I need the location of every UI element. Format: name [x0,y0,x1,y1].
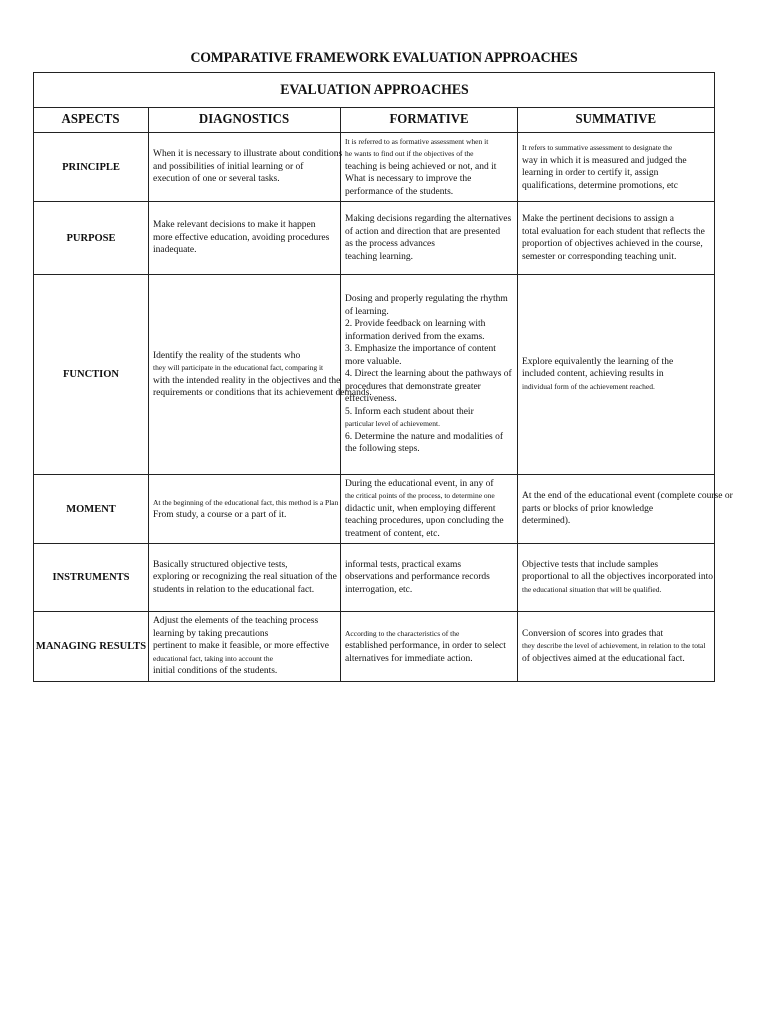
cell-line: learning in order to certify it, assign [522,168,659,178]
summative-cell [518,544,715,612]
cell-line: From study, a course or a part of it. [153,510,287,520]
diagnostics-cell [149,475,341,544]
table-row [34,275,715,475]
summative-cell [518,612,715,682]
cell-line: determined). [522,516,571,527]
cell-line: teaching is being achieved or not, and it [345,161,497,172]
formative-cell [341,612,518,682]
cell-line: and possibilities of initial learning or of [153,161,304,172]
cell-line: treatment of content, etc. [345,528,440,539]
cell-line: effectiveness. [345,394,397,405]
cell-line: established performance, in order to select [345,641,506,652]
cell-line: more effective education, avoiding procedures [153,232,330,243]
formative-cell [341,544,518,612]
aspect-label: MANAGING RESULTS [34,612,149,682]
formative-cell [341,275,518,475]
cell-line: they will participate in the educational fact, comparing it [153,363,324,372]
diagnostics-cell [149,544,341,612]
column-header-aspects: ASPECTS [34,108,149,133]
cell-line: parts or blocks of prior knowledge [522,503,654,514]
cell-line: What is necessary to improve the [345,174,472,185]
column-header-diagnostics: DIAGNOSTICS [149,108,341,133]
cell-line: 3. Emphasize the importance of content [345,344,496,355]
cell-line: 2. Provide feedback on learning with [345,319,486,330]
table-row [34,612,715,682]
cell-line: particular level of achievement. [345,419,440,429]
cell-line: semester or corresponding teaching unit. [522,251,677,262]
cell-line: learning by taking precautions [153,628,269,639]
table-row [34,202,715,275]
table-banner: EVALUATION APPROACHES [34,73,715,108]
cell-line: information derived from the exams. [345,331,485,342]
summative-cell [518,475,733,544]
cell-line: alternatives for immediate action. [345,653,473,664]
cell-line: At the end of the educational event (complete course or [522,491,733,502]
cell-line: didactic unit, when employing different [345,503,496,514]
cell-line: inadequate. [153,245,197,256]
formative-cell [341,475,518,544]
cell-line: At the beginning of the educational fact, this method is a Plan [153,497,339,507]
summative-cell [518,275,715,475]
page-title: COMPARATIVE FRAMEWORK EVALUATION APPROACHES [190,50,578,66]
cell-line: teaching learning. [345,251,414,262]
cell-line: he wants to find out if the objectives of the [345,149,474,159]
cell-line: observations and performance records [345,572,490,583]
cell-line: exploring or recognizing the real situation of the [153,572,337,583]
cell-line: qualifications, determine promotions, etc [522,180,678,191]
cell-line: they describe the level of achievement, in relation to the total [522,641,706,651]
cell-line: the critical points of the process, to determine one [345,491,495,501]
formative-cell [341,202,518,275]
cell-line: Dosing and properly regulating the rhythm [345,294,508,305]
cell-line: When it is necessary to illustrate about conditions [153,149,343,160]
cell-line: Make the pertinent decisions to assign a [522,214,674,224]
cell-line: Objective tests that include samples [522,559,659,570]
table-row [34,475,715,544]
evaluation-table [33,72,733,682]
column-header-summative: SUMMATIVE [518,108,715,133]
cell-line: teaching procedures, upon concluding the [345,516,504,527]
cell-line: It refers to summative assessment to designate the [522,143,673,152]
cell-line: Explore equivalently the learning of the [522,356,674,367]
aspect-label: PURPOSE [34,202,149,275]
cell-line: individual form of the achievement reached. [522,381,655,391]
cell-line: of action and direction that are presented [345,226,501,237]
cell-line: interrogation, etc. [345,584,413,595]
cell-line: students in relation to the educational fact. [153,584,315,595]
cell-line: performance of the students. [345,186,454,197]
cell-line: initial conditions of the students. [153,666,278,677]
summative-cell [518,133,715,202]
cell-line: way in which it is measured and judged the [522,155,687,166]
cell-line: Making decisions regarding the alternatives [345,214,512,224]
cell-line: Basically structured objective tests, [153,559,288,570]
cell-line: as the process advances [345,239,435,249]
diagnostics-cell [149,202,341,275]
cell-line: the educational situation that will be qualified. [522,584,662,594]
cell-line: 5. Inform each student about their [345,406,474,417]
cell-line: Identify the reality of the students who [153,350,301,361]
cell-line: execution of one or several tasks. [153,174,280,185]
cell-line: Make relevant decisions to make it happen [153,220,316,231]
cell-line: informal tests, practical exams [345,559,462,570]
diagnostics-cell [149,133,341,202]
aspect-label: MOMENT [34,475,149,544]
cell-line: Adjust the elements of the teaching process [153,616,319,627]
formative-cell [341,133,518,202]
cell-line: During the educational event, in any of [345,478,494,489]
aspect-label: INSTRUMENTS [34,544,149,612]
cell-line: It is referred to as formative assessment when it [345,136,489,146]
cell-line: with the intended reality in the objectives and the [153,375,341,386]
cell-line: 6. Determine the nature and modalities of [345,431,504,442]
cell-line: 4. Direct the learning about the pathways of [345,369,512,380]
aspect-label: FUNCTION [34,275,149,475]
aspect-label: PRINCIPLE [34,133,149,202]
cell-line: of objectives aimed at the educational fact. [522,653,685,664]
table-row [34,544,715,612]
cell-line: According to the characteristics of the [345,628,460,638]
cell-line: the following steps. [345,444,420,455]
cell-line: requirements or conditions that its achievement demands. [153,388,372,398]
diagnostics-cell [149,612,341,682]
cell-line: educational fact, taking into account the [153,653,273,663]
cell-line: proportional to all the objectives incorporated into [522,572,714,583]
cell-line: total evaluation for each student that reflects the [522,226,705,237]
cell-line: procedures that demonstrate greater [345,381,481,392]
column-header-formative: FORMATIVE [341,108,518,133]
cell-line: proportion of objectives achieved in the course, [522,239,703,249]
cell-line: more valuable. [345,356,402,367]
cell-line: included content, achieving results in [522,369,664,380]
cell-line: pertinent to make it feasible, or more effective [153,641,330,652]
table-row [34,133,715,202]
cell-line: of learning. [345,306,389,317]
cell-line: Conversion of scores into grades that [522,628,664,639]
summative-cell [518,202,715,275]
